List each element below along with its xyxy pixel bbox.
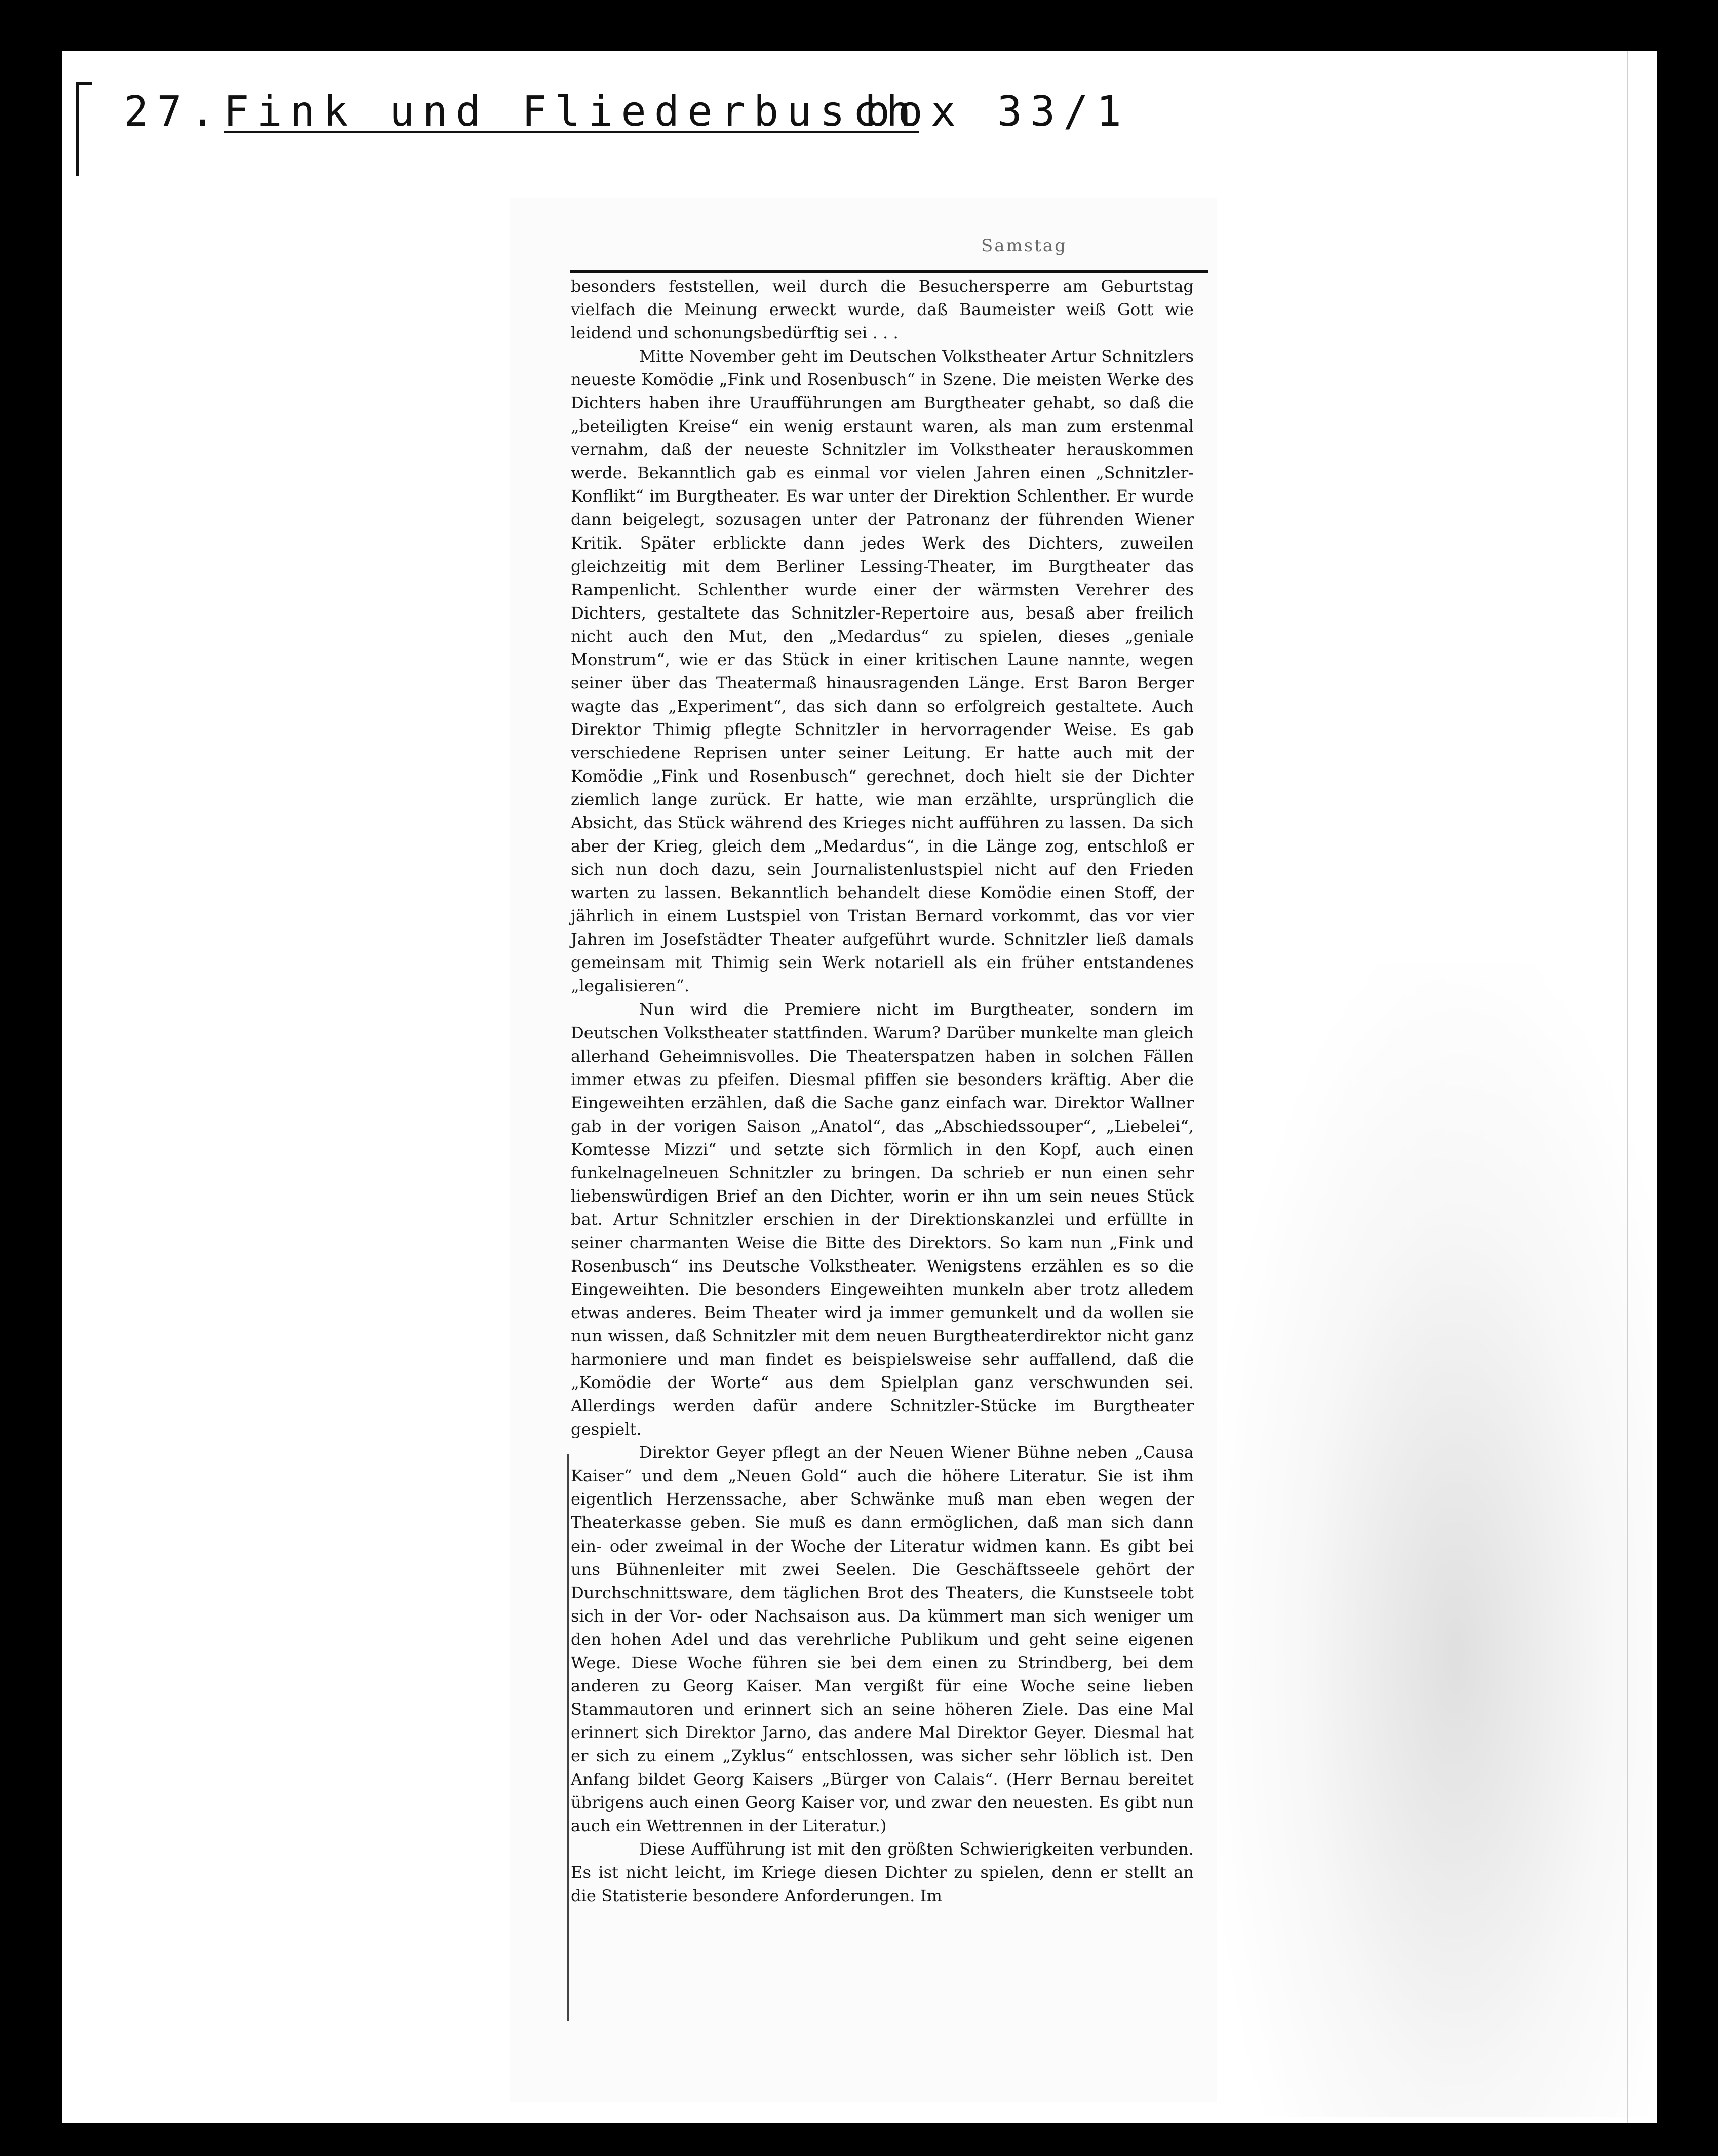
masthead-rule xyxy=(570,270,1208,273)
article-paragraph-4: Direktor Geyer pflegt an der Neuen Wiener Bühne neben „Causa Kaiser“ und dem „Neuen Gold“ auch die höhere Literatur. Sie ist ihm eigentlich Herzenssache, aber Schwänke muß man eben wegen der Theaterkasse geben. Sie muß es dann ermöglichen, daß man sich dann ein- oder zweimal in der Woche der Literatur widmen kann. Es gibt bei uns Bühnenleiter mit zwei Seelen. Die Geschäftsseele gehört der Durchschnittsware, dem täglichen Brot des Theaters, die Kunstseele tobt sich in der Vor- oder Nachsaison aus. Da kümmert man sich weniger um den hohen Adel und das verehrliche Publikum und geht seine eigenen Wege. Diese Woche führen sie bei dem einen zu Strindberg, bei dem anderen zu Georg Kaiser. Man vergißt für eine Woche seine lieben Stammautoren und erinnert sich an seine höheren Ziele. Das eine Mal erinnert sich Direktor Jarno, das andere Mal Direktor Geyer. Diesmal hat er sich zu einem „Zyklus“ entschlossen, was sicher sehr löblich ist. Den Anfang bildet Georg Kaisers „Bürger von Calais“. (Herr Bernau bereitet übrigens auch einen Georg Kaiser vor, und zwar den neuesten. Es gibt nun auch ein Wettrennen in der Literatur.) xyxy=(571,1443,1194,1836)
margin-line xyxy=(567,1454,569,2021)
article-paragraph-3: Nun wird die Premiere nicht im Burgtheater, sondern im Deutschen Volkstheater stattfinden. Warum? Darüber munkelte man gleich allerhand Geheimnisvolles. Die Theaterspatzen haben in solchen Fällen immer etwas zu pfeifen. Diesmal pfiffen sie besonders kräftig. Aber die Eingeweihten erzählen, daß die Sache ganz einfach war. Direktor Wallner gab in der vorigen Saison „Anatol“, das „Abschiedssouper“, „Liebelei“, Komtesse Mizzi“ und setzte sich förmlich in den Kopf, auch einen funkelnagelneuen Schnitzler zu bringen. Da schrieb er nun einen sehr liebenswürdigen Brief an den Dichter, worin er ihn um sein neues Stück bat. Artur Schnitzler erschien in der Direktionskanzlei und erfüllte in seiner charmanten Weise die Bitte des Direktors. So kam nun „Fink und Rosenbusch“ ins Deutsche Volkstheater. Wenigstens erzählen es so die Eingeweihten. Die besonders Eingeweihten munkeln aber trotz alledem etwas anderes. Beim Theater wird ja immer gemunkelt und da wollen sie nun wissen, daß Schnitzler mit dem neuen Burgtheaterdirektor nicht ganz harmoniere und man findet es beispielsweise sehr auffallend, daß die „Komödie der Worte“ aus dem Spielplan ganz verschwunden sei. Allerdings werden dafür andere Schnitzler-Stücke im Burgtheater gespielt. xyxy=(571,999,1194,1439)
corner-bracket xyxy=(76,82,92,176)
newspaper-clipping xyxy=(510,198,1217,2102)
article-paragraph-5: Diese Aufführung ist mit den größten Schwierigkeiten verbunden. Es ist nicht leicht, im Kriege diesen Dichter zu spielen, denn er stellt an die Statisterie besondere Anforderungen. Im xyxy=(571,1839,1194,1906)
sheet-edge xyxy=(1627,51,1628,2123)
box-label: box 33/1 xyxy=(865,88,1129,136)
article-paragraph-1: besonders feststellen, weil durch die Besuchersperre am Geburtstag vielfach die Meinung erweckt wurde, daß Baumeister weiß Gott wie leidend und schonungsbedürftig sei . . . xyxy=(571,277,1194,343)
article-column xyxy=(571,275,1194,1907)
masthead-day: Samstag xyxy=(981,236,1067,256)
paper-stain xyxy=(1217,962,1652,2118)
folder-number: 27. xyxy=(124,88,223,136)
archive-header xyxy=(62,51,1657,182)
clipping-masthead xyxy=(510,198,1217,271)
folder-title: Fink und Fliederbusch xyxy=(224,88,919,136)
archive-sheet xyxy=(62,51,1657,2123)
article-paragraph-2: Mitte November geht im Deutschen Volkstheater Artur Schnitzlers neueste Komödie „Fink und Rosenbusch“ in Szene. Die meisten Werke des Dichters haben ihre Uraufführungen am Burgtheater gehabt, so daß die „beteiligten Kreise“ ein wenig erstaunt waren, als man zum erstenmal vernahm, daß der neueste Schnitzler im Volkstheater herauskommen werde. Bekanntlich gab es einmal vor vielen Jahren einen „Schnitzler-Konflikt“ im Burgtheater. Es war unter der Direktion Schlenther. Er wurde dann beigelegt, sozusagen unter der Patronanz der führenden Wiener Kritik. Später erblickte dann jedes Werk des Dichters, zuweilen gleichzeitig mit dem Berliner Lessing-Theater, im Burgtheater das Rampenlicht. Schlenther wurde einer der wärmsten Verehrer des Dichters, gestaltete das Schnitzler-Repertoire aus, besaß aber freilich nicht auch den Mut, den „Medardus“ zu spielen, dieses „geniale Monstrum“, wie er das Stück in einer kritischen Laune nannte, wegen seiner über das Theatermaß hinausragenden Länge. Erst Baron Berger wagte das „Experiment“, das sich dann so erfolgreich gestaltete. Auch Direktor Thimig pflegte Schnitzler in hervorragender Weise. Es gab verschiedene Reprisen unter seiner Leitung. Er hatte auch mit der Komödie „Fink und Rosenbusch“ gerechnet, doch hielt sie der Dichter ziemlich lange zurück. Er hatte, wie man erzählte, ursprünglich die Absicht, das Stück während des Krieges nicht aufführen zu lassen. Da sich aber der Krieg, gleich dem „Medardus“, in die Länge zog, entschloß er sich nun doch dazu, sein Journalistenlustspiel nicht auf den Frieden warten zu lassen. Bekanntlich behandelt diese Komödie einen Stoff, der jährlich in einem Lustspiel von Tristan Bernard vorkommt, das vor vier Jahren im Josefstädter Theater aufgeführt wurde. Schnitzler ließ damals gemeinsam mit Thimig sein Werk notariell als ein früher entstandenes „legalisieren“. xyxy=(571,346,1194,996)
